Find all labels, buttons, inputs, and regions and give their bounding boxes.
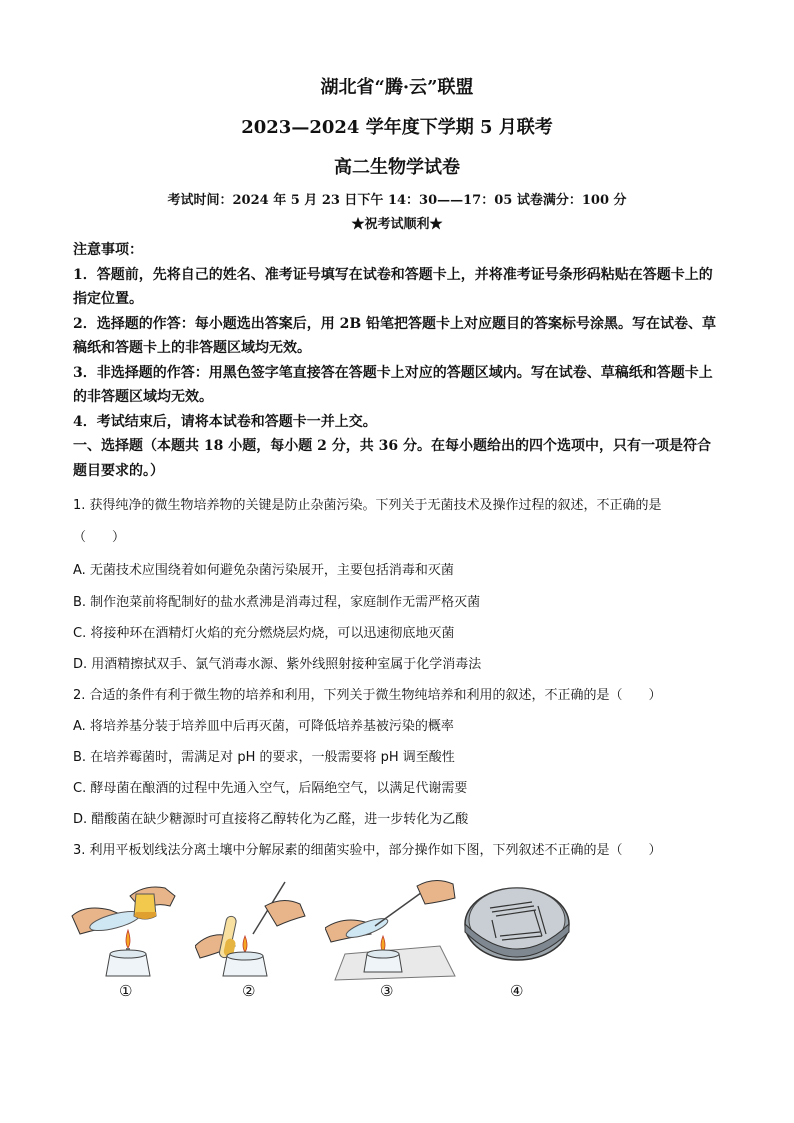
figure-3-streaking-icon: [325, 876, 460, 981]
figure-4-petri-dish-icon: [462, 876, 572, 981]
figure-label-4: ④: [510, 982, 524, 1000]
question-1-option-d: D. 用酒精擦拭双手、氯气消毒水源、紫外线照射接种室属于化学消毒法: [73, 657, 482, 672]
exam-info: 考试时间：2024 年 5 月 23 日下午 14：30——17：05 试卷满分：100 分: [167, 193, 627, 208]
exam-title: 2023—2024 学年度下学期 5 月联考: [241, 117, 553, 138]
alliance-title: 湖北省“腾·云”联盟: [320, 77, 474, 98]
question-3-stem: 3. 利用平板划线法分离土壤中分解尿素的细菌实验中，部分操作如下图，下列叙述不正确的是（ ）: [73, 843, 662, 858]
question-2-stem: 2. 合适的条件有利于微生物的培养和利用，下列关于微生物纯培养和利用的叙述，不正确的是（ ）: [73, 688, 662, 703]
question-1-stem: 1. 获得纯净的微生物培养物的关键是防止杂菌污染。下列关于无菌技术及操作过程的叙述，不正确的是: [73, 498, 662, 513]
figure-2-inoculation-icon: [195, 876, 310, 981]
figure-1-pouring-icon: [70, 876, 180, 981]
notes-section: [73, 238, 723, 434]
procedure-figures: [70, 876, 590, 1006]
question-2-option-c: C. 酵母菌在酿酒的过程中先通入空气，后隔绝空气，以满足代谢需要: [73, 781, 468, 796]
exam-wish: ★祝考试顺利★: [351, 217, 443, 232]
figure-label-2: ②: [242, 982, 256, 1000]
subject-title: 高二生物学试卷: [334, 157, 460, 178]
question-2-option-d: D. 醋酸菌在缺少糖源时可直接将乙醇转化为乙醛，进一步转化为乙酸: [73, 812, 469, 827]
note-item: 2．选择题的作答：每小题选出答案后，用 2B 铅笔把答题卡上对应题目的答案标号涂黑。写在试卷、草稿纸和答题卡上的非答题区域均无效。: [73, 315, 717, 356]
question-1-option-a: A. 无菌技术应围绕着如何避免杂菌污染展开，主要包括消毒和灭菌: [73, 563, 454, 578]
note-item: 4．考试结束后，请将本试卷和答题卡一并上交。: [73, 413, 377, 430]
figure-label-1: ①: [119, 982, 133, 1000]
question-1-blank: （ ）: [73, 530, 126, 545]
note-item: 3．非选择题的作答：用黑色签字笔直接答在答题卡上对应的答题区域内。写在试卷、草稿纸和答题卡上的非答题区域均无效。: [73, 364, 713, 405]
notes-heading: 注意事项：: [73, 242, 143, 258]
section-title: 一、选择题（本题共 18 小题，每小题 2 分，共 36 分。在每小题给出的四个选项中，只有一项是符合题目要求的。）: [73, 438, 711, 479]
note-item: 1．答题前，先将自己的姓名、准考证号填写在试卷和答题卡上，并将准考证号条形码粘贴在答题卡上的指定位置。: [73, 266, 713, 307]
figure-label-3: ③: [380, 982, 394, 1000]
question-2-option-a: A. 将培养基分装于培养皿中后再灭菌，可降低培养基被污染的概率: [73, 719, 454, 734]
question-2-option-b: B. 在培养霉菌时，需满足对 pH 的要求，一般需要将 pH 调至酸性: [73, 750, 455, 765]
question-1-option-b: B. 制作泡菜前将配制好的盐水煮沸是消毒过程，家庭制作无需严格灭菌: [73, 595, 481, 610]
question-1-option-c: C. 将接种环在酒精灯火焰的充分燃烧层灼烧，可以迅速彻底地灭菌: [73, 626, 455, 641]
